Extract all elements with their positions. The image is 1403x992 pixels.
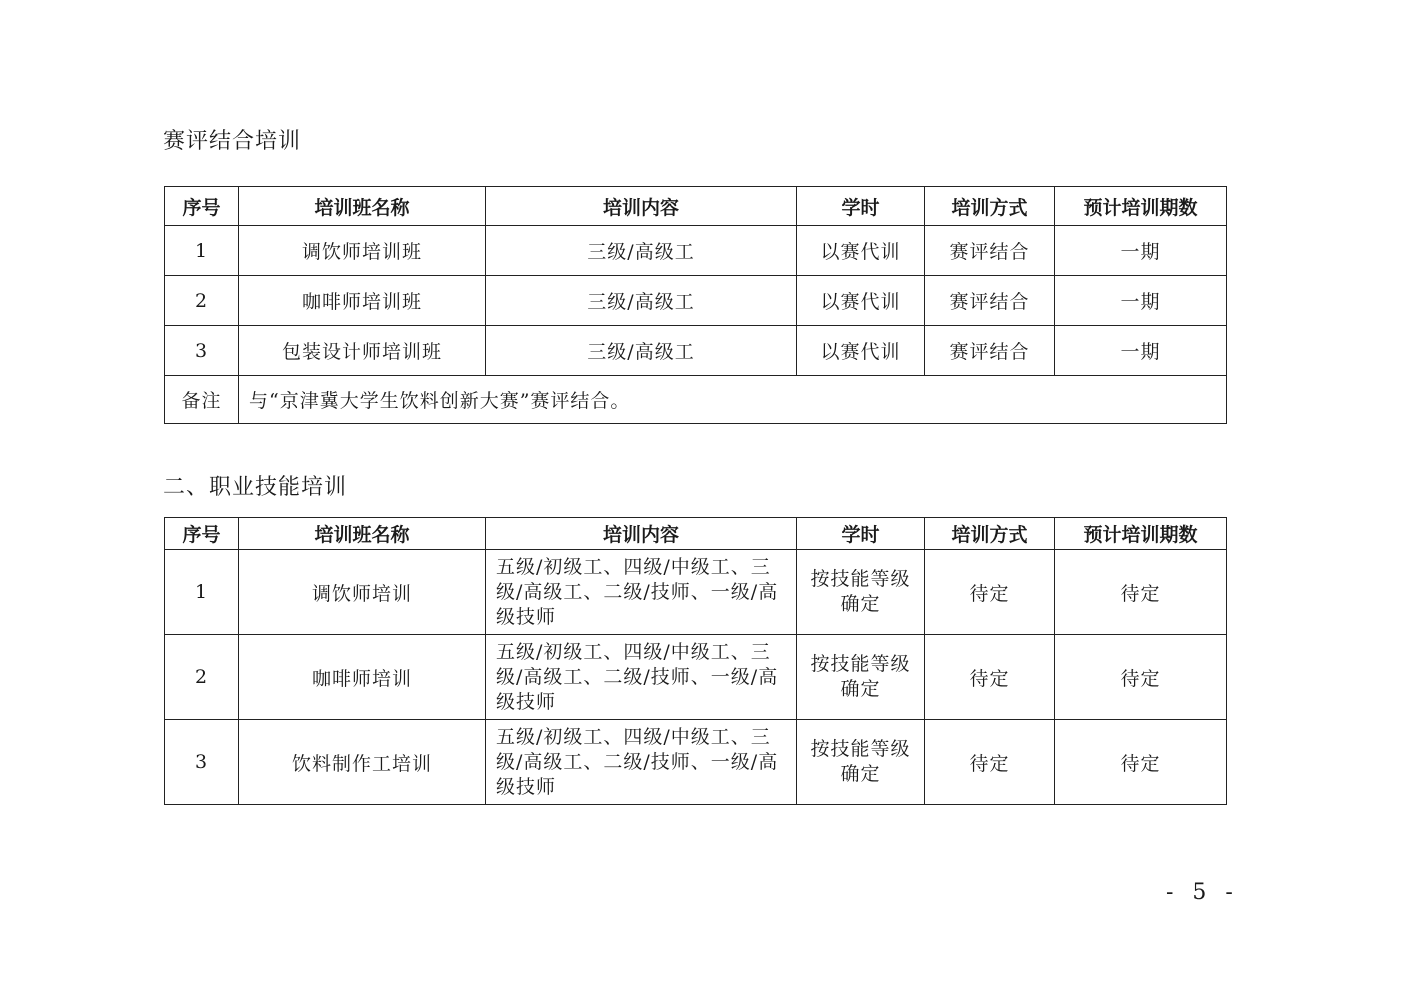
row-hours: 以赛代训 bbox=[797, 226, 925, 276]
row-method: 赛评结合 bbox=[925, 276, 1055, 326]
page-number: - 5 - bbox=[1166, 880, 1239, 905]
row-class-name: 包装设计师培训班 bbox=[239, 326, 486, 376]
row-periods: 一期 bbox=[1055, 276, 1227, 326]
row-method: 赛评结合 bbox=[925, 326, 1055, 376]
row-class-name: 调饮师培训 bbox=[239, 550, 486, 635]
row-no: 2 bbox=[165, 635, 239, 720]
row-periods: 一期 bbox=[1055, 326, 1227, 376]
row-no: 3 bbox=[165, 326, 239, 376]
header-content: 培训内容 bbox=[486, 187, 797, 226]
header-no: 序号 bbox=[165, 518, 239, 550]
row-class-name: 饮料制作工培训 bbox=[239, 720, 486, 805]
header-method: 培训方式 bbox=[925, 518, 1055, 550]
vocational-training-table bbox=[164, 517, 1227, 805]
row-periods: 待定 bbox=[1055, 550, 1227, 635]
row-method: 待定 bbox=[925, 635, 1055, 720]
note-row bbox=[165, 376, 1227, 424]
section-title-vocational-training: 二、职业技能培训 bbox=[163, 475, 348, 500]
row-hours: 按技能等级确定 bbox=[797, 720, 925, 805]
header-periods: 预计培训期数 bbox=[1055, 518, 1227, 550]
table-header-row bbox=[165, 187, 1227, 226]
header-no: 序号 bbox=[165, 187, 239, 226]
row-no: 3 bbox=[165, 720, 239, 805]
header-hours: 学时 bbox=[797, 187, 925, 226]
row-hours: 按技能等级确定 bbox=[797, 550, 925, 635]
row-class-name: 调饮师培训班 bbox=[239, 226, 486, 276]
note-label: 备注 bbox=[165, 376, 239, 424]
row-content: 三级/高级工 bbox=[486, 226, 797, 276]
row-method: 赛评结合 bbox=[925, 226, 1055, 276]
row-content: 五级/初级工、四级/中级工、三级/高级工、二级/技师、一级/高级技师 bbox=[486, 635, 797, 720]
table-row bbox=[165, 226, 1227, 276]
row-periods: 待定 bbox=[1055, 720, 1227, 805]
row-hours: 以赛代训 bbox=[797, 326, 925, 376]
section-title-competition-training: 赛评结合培训 bbox=[163, 129, 302, 154]
row-content: 五级/初级工、四级/中级工、三级/高级工、二级/技师、一级/高级技师 bbox=[486, 720, 797, 805]
row-method: 待定 bbox=[925, 550, 1055, 635]
header-content: 培训内容 bbox=[486, 518, 797, 550]
row-method: 待定 bbox=[925, 720, 1055, 805]
row-no: 2 bbox=[165, 276, 239, 326]
row-class-name: 咖啡师培训班 bbox=[239, 276, 486, 326]
header-class-name: 培训班名称 bbox=[239, 518, 486, 550]
table-row bbox=[165, 326, 1227, 376]
row-content: 三级/高级工 bbox=[486, 326, 797, 376]
row-no: 1 bbox=[165, 226, 239, 276]
table-row bbox=[165, 276, 1227, 326]
table-row bbox=[165, 635, 1227, 720]
table-header-row bbox=[165, 518, 1227, 550]
row-hours: 按技能等级确定 bbox=[797, 635, 925, 720]
row-periods: 一期 bbox=[1055, 226, 1227, 276]
table-row bbox=[165, 720, 1227, 805]
table-row bbox=[165, 550, 1227, 635]
note-text: 与“京津冀大学生饮料创新大赛”赛评结合。 bbox=[239, 376, 1227, 424]
row-no: 1 bbox=[165, 550, 239, 635]
row-periods: 待定 bbox=[1055, 635, 1227, 720]
header-class-name: 培训班名称 bbox=[239, 187, 486, 226]
row-content: 五级/初级工、四级/中级工、三级/高级工、二级/技师、一级/高级技师 bbox=[486, 550, 797, 635]
row-hours: 以赛代训 bbox=[797, 276, 925, 326]
competition-training-table bbox=[164, 186, 1227, 424]
header-method: 培训方式 bbox=[925, 187, 1055, 226]
header-hours: 学时 bbox=[797, 518, 925, 550]
row-class-name: 咖啡师培训 bbox=[239, 635, 486, 720]
row-content: 三级/高级工 bbox=[486, 276, 797, 326]
header-periods: 预计培训期数 bbox=[1055, 187, 1227, 226]
